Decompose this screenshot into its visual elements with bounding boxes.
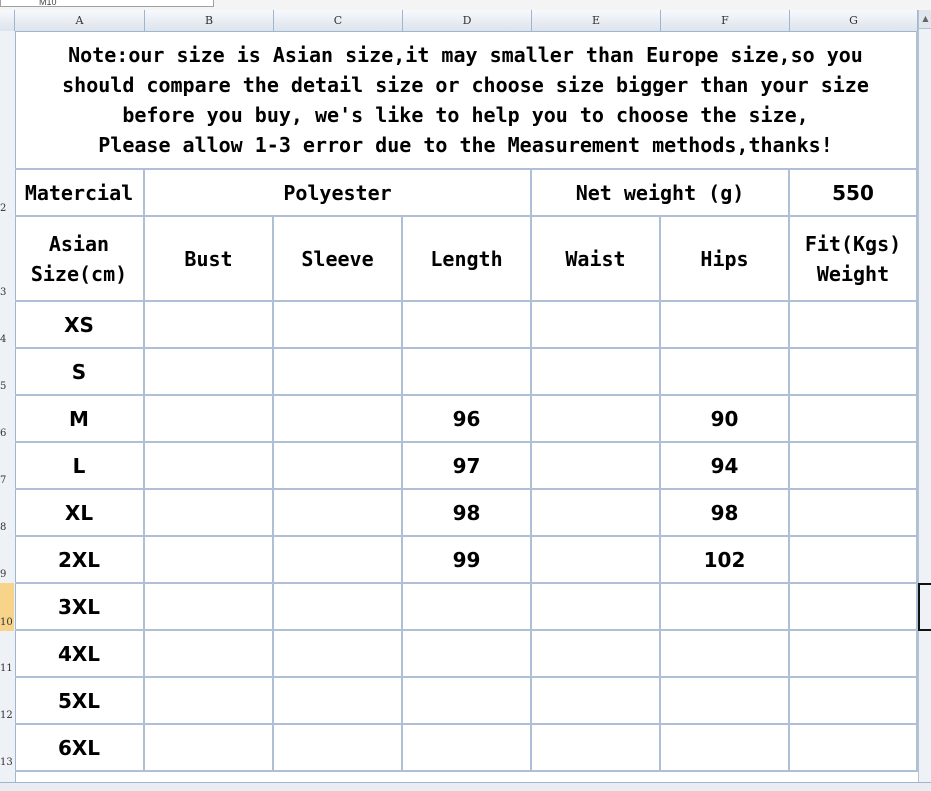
hips-cell[interactable]: 102 [661,537,790,584]
fit-cell[interactable] [790,396,918,443]
sleeve-cell[interactable] [274,396,403,443]
fit-cell[interactable] [790,725,918,772]
waist-header-cell[interactable]: Waist [532,217,661,302]
sleeve-cell[interactable] [274,490,403,537]
size-cell[interactable]: M [15,396,145,443]
row-header-8[interactable]: 8 [0,522,7,533]
net-weight-value-cell[interactable]: 550 [790,170,918,217]
size-cell[interactable]: XL [15,490,145,537]
row-header-bar [0,31,16,782]
size-cell[interactable]: 4XL [15,631,145,678]
sleeve-cell[interactable] [274,631,403,678]
row-header-10[interactable]: 10 [0,583,14,631]
waist-cell[interactable] [532,631,661,678]
waist-cell[interactable] [532,537,661,584]
length-cell[interactable]: 99 [403,537,532,584]
bust-header-cell[interactable]: Bust [145,217,274,302]
size-header-line-1: Asian [48,231,110,256]
waist-cell[interactable] [532,725,661,772]
row-header-12[interactable]: 12 [0,710,13,721]
hips-cell[interactable]: 98 [661,490,790,537]
formula-bar [0,0,931,10]
hips-cell[interactable] [661,678,790,725]
column-header-f[interactable]: F [661,10,790,31]
material-label-cell[interactable]: Matercial [15,170,145,217]
column-header-d[interactable]: D [403,10,532,31]
size-cell[interactable]: 6XL [15,725,145,772]
row-header-11[interactable]: 11 [0,663,13,674]
waist-cell[interactable] [532,678,661,725]
column-header-a[interactable]: A [15,10,145,31]
bust-cell[interactable] [145,537,274,584]
fit-header-line-2: Weight [816,261,890,286]
length-cell[interactable] [403,302,532,349]
sleeve-header-cell[interactable]: Sleeve [274,217,403,302]
note-cell[interactable] [15,31,918,170]
size-cell[interactable]: 3XL [15,584,145,631]
active-cell-indicator [918,583,931,631]
row-header-5[interactable]: 5 [0,381,7,392]
size-cell[interactable]: 5XL [15,678,145,725]
row-header-7[interactable]: 7 [0,475,7,486]
size-cell[interactable]: XS [15,302,145,349]
length-cell[interactable] [403,678,532,725]
length-header-cell[interactable]: Length [403,217,532,302]
material-value-cell[interactable]: Polyester [145,170,532,217]
net-weight-label-cell[interactable]: Net weight (g) [532,170,790,217]
size-cell[interactable]: S [15,349,145,396]
fit-cell[interactable] [790,443,918,490]
sleeve-cell[interactable] [274,584,403,631]
fit-cell[interactable] [790,302,918,349]
bust-cell[interactable] [145,631,274,678]
row-header-9[interactable]: 9 [0,569,7,580]
sleeve-cell[interactable] [274,443,403,490]
bust-cell[interactable] [145,443,274,490]
column-header-e[interactable]: E [532,10,661,31]
row-header-4[interactable]: 4 [0,334,7,345]
waist-cell[interactable] [532,349,661,396]
note-line-4: Please allow 1-3 error due to the Measurement methods,thanks! [98,132,833,157]
length-cell[interactable]: 98 [403,490,532,537]
sleeve-cell[interactable] [274,302,403,349]
column-header-bar [0,10,918,32]
waist-cell[interactable] [532,443,661,490]
row-header-3[interactable]: 3 [0,287,7,298]
row-header-6[interactable]: 6 [0,428,7,439]
length-cell[interactable] [403,631,532,678]
size-header-line-2: Size(cm) [30,261,128,286]
fit-cell[interactable] [790,678,918,725]
hips-cell[interactable] [661,631,790,678]
column-header-b[interactable]: B [145,10,274,31]
bust-cell[interactable] [145,490,274,537]
select-all-corner[interactable] [0,10,15,31]
waist-cell[interactable] [532,396,661,443]
row-header-2[interactable]: 2 [0,203,7,214]
note-line-1: Note:our size is Asian size,it may smaller than Europe size,so you [68,42,863,67]
size-cell[interactable]: 2XL [15,537,145,584]
sleeve-cell[interactable] [274,678,403,725]
hips-cell[interactable]: 94 [661,443,790,490]
hips-header-cell[interactable]: Hips [661,217,790,302]
bust-cell[interactable] [145,349,274,396]
row-header-13[interactable]: 13 [0,757,13,768]
length-cell[interactable]: 97 [403,443,532,490]
fit-cell[interactable] [790,537,918,584]
hips-cell[interactable] [661,302,790,349]
column-header-g[interactable]: G [790,10,918,31]
bust-cell[interactable] [145,678,274,725]
fit-cell[interactable] [790,490,918,537]
length-cell[interactable] [403,584,532,631]
waist-cell[interactable] [532,490,661,537]
note-line-3: before you buy, we's like to help you to choose the size, [122,102,809,127]
bust-cell[interactable] [145,725,274,772]
bust-cell[interactable] [145,584,274,631]
sleeve-cell[interactable] [274,349,403,396]
name-box[interactable]: M10 [0,0,214,7]
sleeve-cell[interactable] [274,725,403,772]
hips-cell[interactable] [661,584,790,631]
column-header-c[interactable]: C [274,10,403,31]
hips-cell[interactable]: 90 [661,396,790,443]
length-cell[interactable]: 96 [403,396,532,443]
waist-cell[interactable] [532,302,661,349]
bust-cell[interactable] [145,302,274,349]
hips-cell[interactable] [661,349,790,396]
size-cell[interactable]: L [15,443,145,490]
bust-cell[interactable] [145,396,274,443]
fit-header-line-1: Fit(Kgs) [804,231,902,256]
length-cell[interactable] [403,725,532,772]
waist-cell[interactable] [532,584,661,631]
length-cell[interactable] [403,349,532,396]
note-line-2: should compare the detail size or choose size bigger than your size [62,72,869,97]
fit-weight-header-cell[interactable] [790,217,918,302]
size-header-cell[interactable] [15,217,145,302]
hips-cell[interactable] [661,725,790,772]
vertical-scrollbar[interactable] [918,10,931,782]
sleeve-cell[interactable] [274,537,403,584]
fit-cell[interactable] [790,631,918,678]
fit-cell[interactable] [790,349,918,396]
fit-cell[interactable] [790,584,918,631]
scroll-up-arrow-icon[interactable]: ▲ [919,10,931,29]
